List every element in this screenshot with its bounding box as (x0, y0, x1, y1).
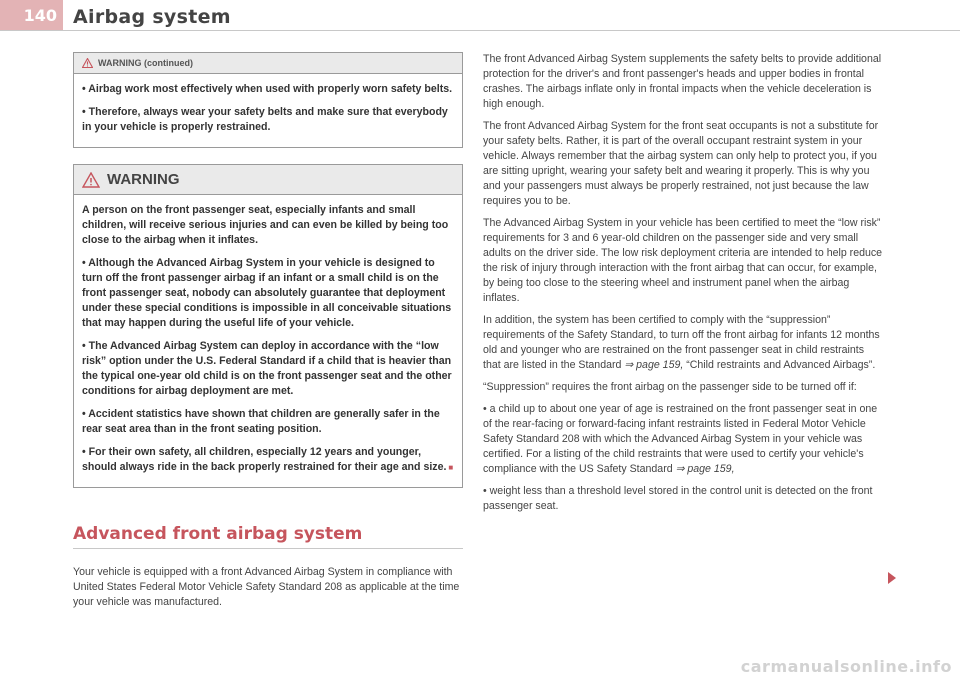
list-item: • weight less than a threshold level stored in the control unit is detected on the front passenger seat. (483, 485, 873, 512)
header-rule (0, 30, 960, 31)
left-column (73, 52, 463, 610)
paragraph-text: In addition, the system has been certified to comply with the “suppression” requirements of the Safety Standard, to turn off the front airbag for infants 12 months old and younger who are restrained on the front passenger seat in child restraints that are listed in the Standard (483, 314, 880, 371)
end-square-icon: ■ (448, 463, 454, 472)
body-paragraph: “Suppression” requires the front airbag on the passenger side to be turned off if: (483, 381, 857, 393)
watermark: carmanualsonline.info (740, 657, 952, 676)
body-paragraph (483, 313, 883, 373)
warning-paragraph: • Although the Advanced Airbag System in your vehicle is designed to turn off the front passenger airbag if an infant or a small child is on the front passenger seat, nobody can absolutely guarantee that deployment under these special conditions is impossible in all conceivable situations that may happen during the useful life of your vehicle. (82, 257, 452, 329)
warning-triangle-icon (82, 58, 93, 68)
page-number: 140 (23, 5, 57, 25)
continue-arrow-icon (888, 572, 896, 584)
warning-paragraph: • The Advanced Airbag System can deploy in accordance with the “low risk” option under the U.S. Federal Standard if a child that is heavier than the typical one-year old child is on the front passenger seat and the other conditions for airbag deployment are met. (82, 340, 452, 397)
warning-header (74, 165, 462, 195)
page-reference-link[interactable]: ⇒ page 159, (675, 463, 735, 475)
warning-continued-item: • Airbag work most effectively when used with properly worn safety belts. (82, 83, 453, 95)
body-paragraph: The front Advanced Airbag System supplements the safety belts to provide additional protection for the driver's and front passenger's heads and upper bodies in frontal crashes. The airbags inflate only in frontal impacts when the vehicle deceleration is high enough. (483, 53, 882, 110)
warning-continued-title: WARNING (continued) (98, 58, 193, 68)
list-item (483, 402, 883, 477)
page-reference-link[interactable]: ⇒ page 159, (624, 359, 684, 371)
warning-triangle-icon (82, 172, 100, 188)
body-paragraph: The front Advanced Airbag System for the front seat occupants is not a substitute for your safety belts. Rather, it is part of the overall occupant restraint system in your vehicle. Always remember that the airbag system can only help to protect you, if you are sitting upright, wearing your safety belt and wearing it properly. This is why you and your passengers must always be properly restrained, not just because the law requires you to be. (483, 120, 879, 207)
section-intro: Your vehicle is equipped with a front Advanced Airbag System in compliance with United States Federal Motor Vehicle Safety Standard 208 as applicable at the time your vehicle was manufactured. (73, 566, 460, 608)
section-title: Advanced front airbag system (73, 524, 463, 549)
body-paragraph: The Advanced Airbag System in your vehicle has been certified to meet the “low risk” requirements for 3 and 6 year-old children on the passenger side and very small adults on the driver side. The low risk deployment criteria are intended to help reduce the risk of injury through interaction with the front airbag that can occur, for example, by being too close to the steering wheel and instrument panel when the airbag inflates. (483, 217, 883, 304)
right-column (483, 52, 883, 521)
warning-continued-box (73, 52, 463, 148)
warning-paragraph: A person on the front passenger seat, especially infants and small children, will receive serious injuries and can even be killed by being too close to the airbag when it inflates. (82, 204, 449, 246)
page-number-badge (0, 0, 63, 30)
warning-paragraph: • Accident statistics have shown that children are generally safer in the rear seat area than in the front seating position. (82, 408, 440, 435)
warning-paragraph-text: • For their own safety, all children, especially 12 years and younger, should always ride in the back properly restrained for their age and size. (82, 446, 447, 473)
paragraph-text: “Child restraints and Advanced Airbags”. (683, 359, 876, 371)
list-item-text: • a child up to about one year of age is restrained on the front passenger seat in one of the rear-facing or forward-facing infant restraints listed in Federal Motor Vehicle Safety Standard 208 with which the Advanced Airbag System in your vehicle was certified. For a listing of the child restraints that were used to certify your vehicle's compliance with the US Safety Standard (483, 403, 878, 475)
page-title: Airbag system (73, 6, 231, 28)
warning-continued-header (74, 53, 462, 74)
warning-paragraph-last (82, 445, 454, 475)
warning-continued-item: • Therefore, always wear your safety belts and make sure that everybody in your vehicle is properly restrained. (82, 106, 448, 133)
warning-title: WARNING (107, 171, 180, 188)
warning-box (73, 164, 463, 488)
